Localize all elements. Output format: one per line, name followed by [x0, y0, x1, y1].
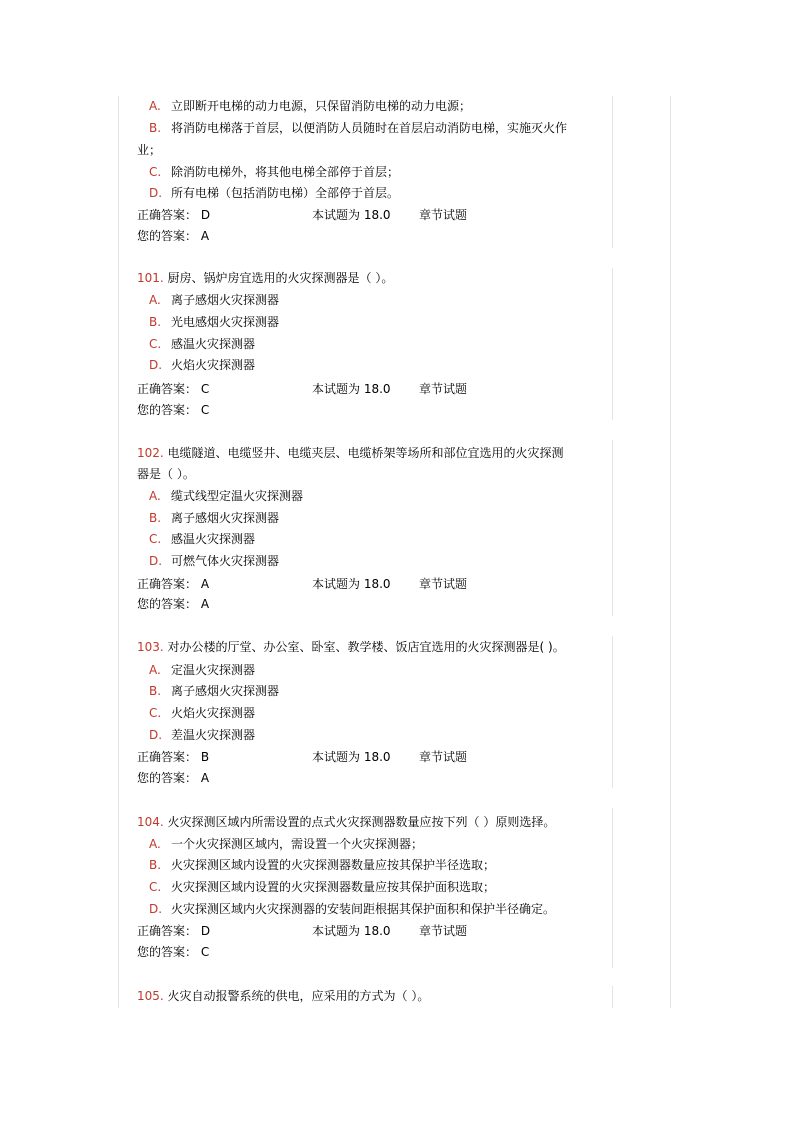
question-stem: 102. 电缆隧道、电缆竖井、电缆夹层、电缆桥架等场所和部位宜选用的火灾探测 — [137, 446, 564, 460]
question-number: 104. — [137, 815, 164, 829]
your-answer-row: 您的答案： A — [137, 597, 210, 611]
option-a: A. 立即断开电梯的动力电源，只保留消防电梯的动力电源； — [149, 99, 472, 113]
your-answer-row: 您的答案： A — [137, 771, 210, 785]
option-d: D. 差温火灾探测器 — [149, 728, 256, 742]
option-d: D. 火灾探测区域内火灾探测器的安装间距根据其保护面积和保护半径确定。 — [149, 902, 556, 916]
block-divider-q100 — [612, 96, 613, 248]
option-c: C. 感温火灾探测器 — [149, 337, 256, 351]
block-divider-q104 — [612, 808, 613, 968]
right-border-line — [670, 96, 671, 1008]
question-stem-continuation: 器是（ ）。 — [137, 467, 195, 481]
option-b: B. 离子感烟火灾探测器 — [149, 684, 280, 698]
question-stem: 105. 火灾自动报警系统的供电，应采用的方式为（ ）。 — [137, 989, 430, 1003]
option-b: B. 光电感烟火灾探测器 — [149, 315, 280, 329]
option-a: A. 缆式线型定温火灾探测器 — [149, 489, 304, 503]
your-answer-row: 您的答案： A — [137, 229, 210, 243]
block-divider-q103 — [612, 636, 613, 788]
option-a: A. 定温火灾探测器 — [149, 663, 256, 677]
block-divider-q101 — [612, 268, 613, 420]
question-number: 102. — [137, 446, 164, 460]
answer-row: 正确答案： D 本试题为 18.0 章节试题 — [137, 924, 468, 938]
option-c: C. 感温火灾探测器 — [149, 532, 256, 546]
question-stem: 101. 厨房、锅炉房宜选用的火灾探测器是（ ）。 — [137, 271, 394, 285]
option-a: A. 离子感烟火灾探测器 — [149, 293, 280, 307]
answer-row: 正确答案： B 本试题为 18.0 章节试题 — [137, 750, 468, 764]
answer-row: 正确答案： D 本试题为 18.0 章节试题 — [137, 208, 468, 222]
your-answer-row: 您的答案： C — [137, 403, 210, 417]
left-border-line — [118, 96, 119, 1008]
option-d: D. 火焰火灾探测器 — [149, 358, 256, 372]
option-d: D. 可燃气体火灾探测器 — [149, 554, 280, 568]
question-stem: 103. 对办公楼的厅堂、办公室、卧室、教学楼、饭店宜选用的火灾探测器是( )。 — [137, 640, 565, 654]
question-number: 101. — [137, 271, 164, 285]
option-b-continuation: 业； — [137, 143, 162, 157]
question-stem: 104. 火灾探测区域内所需设置的点式火灾探测器数量应按下列（ ）原则选择。 — [137, 815, 556, 829]
option-c: C. 火灾探测区域内设置的火灾探测器数量应按其保护面积选取； — [149, 880, 496, 894]
option-b: B. 火灾探测区域内设置的火灾探测器数量应按其保护半径选取； — [149, 858, 496, 872]
option-a: A. 一个火灾探测区域内，需设置一个火灾探测器； — [149, 837, 424, 851]
your-answer-row: 您的答案： C — [137, 945, 210, 959]
answer-row: 正确答案： A 本试题为 18.0 章节试题 — [137, 577, 468, 591]
option-c: C. 火焰火灾探测器 — [149, 706, 256, 720]
block-divider-q105 — [612, 986, 613, 1008]
question-number: 105. — [137, 989, 164, 1003]
block-divider-q102 — [612, 440, 613, 616]
option-b: B. 离子感烟火灾探测器 — [149, 511, 280, 525]
question-number: 103. — [137, 640, 164, 654]
answer-row: 正确答案： C 本试题为 18.0 章节试题 — [137, 382, 468, 396]
option-c: C. 除消防电梯外，将其他电梯全部停于首层； — [149, 165, 400, 179]
option-d: D. 所有电梯（包括消防电梯）全部停于首层。 — [149, 186, 400, 200]
option-b: B. 将消防电梯落于首层，以便消防人员随时在首层启动消防电梯，实施灭火作 — [149, 121, 568, 135]
